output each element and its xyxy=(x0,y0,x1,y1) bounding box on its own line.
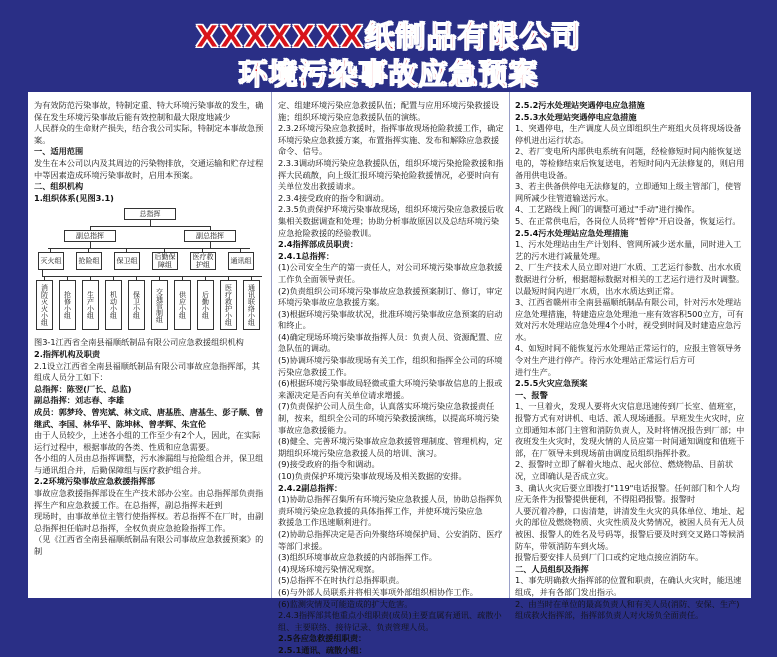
org-chart-node: 医疗救护组 xyxy=(190,252,216,270)
paragraph: 发生在本公司以内及其周边的污染物排放，交通运输和贮存过程中等因素造成环境污染事故时，启用本预案。 xyxy=(34,157,264,180)
org-chart-connector xyxy=(48,248,250,249)
paragraph: 2.3.3调动环境污染应急救援队伍，组织环境污染抢险救援和指挥大民疏散，向上级汇报环境污染抢险救援情况，必要时向有关单位发出救援请求。 xyxy=(278,157,504,192)
org-chart-node: 后勤小组 xyxy=(197,280,214,330)
paragraph: 定、组建环境污染应急救援队伍；配置与应用环境污染救援设施；组织环境污染应急救援队伍的演练。 xyxy=(278,100,500,122)
paragraph: 2.3.2环境污染应急救援时，指挥事故现场抢险救援工作，确定环境污染应急救援方案，布置指挥实施、发布和解除应急救援 xyxy=(278,123,504,145)
org-chart-node: 副总指挥 xyxy=(64,230,116,242)
paragraph: 2.4.3指挥部其他重点小组职责(成员)主要直属有通讯、疏散小组、主要联络、接待记录、负责管理人员。 xyxy=(278,610,502,632)
section-heading: 2.5.1通讯、疏散小组： xyxy=(278,644,367,655)
paragraph: 3、确认火灾后要立即拨打"119"电话报警。任何部门和个人均应无条件为报警提供便利，不得阻碍报警。报警时 xyxy=(515,482,740,505)
org-chart-connector xyxy=(90,226,210,227)
paragraph: 1、污水处理站由生产计划科、管网所减少送水量，同时进入工艺的污水进行减量处理。 xyxy=(515,239,742,261)
org-chart-node: 保卫组 xyxy=(114,252,140,270)
section-heading: 2.5.4污水处理站应急处理措施 xyxy=(515,227,629,238)
org-chart-node: 抢修小组 xyxy=(59,280,76,330)
org-chart-node: 灭火组 xyxy=(38,252,64,270)
paragraph: 事故应急救援指挥部设在生产技术部办公室。由总指挥部负责指挥生产和应急救援工作。在总指挥，副总指挥未赶到 xyxy=(34,488,264,510)
section-heading: 2.4指挥部成员职责： xyxy=(278,239,359,250)
org-chart-node: 副总指挥 xyxy=(184,230,236,242)
paragraph: 图3-1江西省全南县福顺纸制品有限公司应急救援组织机构 xyxy=(34,337,244,348)
paragraph: 1、事先明确救火指挥部的位置和职责，在确认火灾时，能迅速组成，并有各部门发出指示。 xyxy=(515,575,742,597)
paragraph: 各小组的人员由总指挥调整，污水渗漏组与抢险组合并，保卫组与通讯组合并，后勤保障组与医疗救护组合并。 xyxy=(34,453,264,475)
section-heading: 一、报警 xyxy=(515,389,548,400)
column-divider xyxy=(509,92,510,598)
paragraph: 由于人员较少，上述各小组的工作至少有2个人，因此，在实际运行过程中，根据事故的各类、性质和应急需要。 xyxy=(34,430,261,452)
column-3 xyxy=(515,100,745,621)
paragraph: (7)负责保护公司人员生命，认真落实环境污染应急救援责任制，按来，组织全公司的环境污染救援演练，以提高环境污染事故应急救援能力。 xyxy=(278,401,500,435)
company-title: XXXXXXX纸制品有限公司 xyxy=(195,20,582,55)
plan-title: 环境污染事故应急预案 xyxy=(238,57,539,91)
paragraph: (1)协助总指挥召集所有环境污染应急救援人员，协助总指挥负责环境污染应急救援的具体指挥工作，并使环境污染应急 xyxy=(278,494,503,516)
title-area xyxy=(0,0,777,92)
paragraph: （见《江西省全南县福顺纸制品有限公司事故应急救援预案》的制 xyxy=(34,534,264,557)
org-chart-node: 保卫小组 xyxy=(128,280,145,330)
section-heading: 2.5.3水处理站突遇停电应急措施 xyxy=(515,111,637,122)
org-chart-node: 通讯联络小组 xyxy=(243,280,260,330)
paragraph: (8)健全、完善环境污染事故应急救援管理制度、管理机构，定期组织环境污染应急救援人员的培训、演习。 xyxy=(278,436,503,458)
document-body xyxy=(28,92,751,655)
org-chart-connector xyxy=(42,276,262,277)
paragraph: 现场时，由事故单位主管行使指挥权。若总指挥不在厂时，由副总指挥担任临时总指挥，全权负责应急抢险指挥工作。 xyxy=(34,511,264,533)
section-heading: 成员：郭梦玲、曾宪斌、林文成、唐基胜、唐基生、彭子顺、曾继武、李国、林华平、陈坤林、曾孝辉、朱宜伦 xyxy=(34,406,264,429)
org-chart-node: 消防灭火小组 xyxy=(36,280,53,330)
org-chart-node: 总指挥 xyxy=(124,208,176,220)
org-chart-node: 生产小组 xyxy=(82,280,99,330)
org-chart-node: 抢险组 xyxy=(76,252,102,270)
paragraph: (6)根据环境污染事故局轻微或重大环境污染事故信息的上报或来源决定是否向有关单位请求增援。 xyxy=(278,378,503,400)
org-chart-node: 机动小组 xyxy=(105,280,122,330)
paragraph: 命令、信号。 xyxy=(278,146,328,157)
paragraph: 4、如短时间不能恢复污水处理站正常运行的，应报主管领导务令对生产进行停产。待污水处理站正常运行后方可 xyxy=(515,343,742,366)
paragraph: 人民群众的生命财产损失，结合我公司实际，特制定本事故急预案。 xyxy=(34,123,264,145)
paragraph: 3、江西省赣州市全南县福顺纸制品有限公司，针对污水处理站应急处理措施，特建造应急处理池一座有效容积500立方，可有效对污水处理站应急处理4个小时，视受到时间及时建造应急污水。 xyxy=(515,297,744,342)
paragraph: (4)确定现场环境污染事故指挥人员：负责人员、资源配置、应急队伍的调动。 xyxy=(278,331,503,354)
section-heading: 2.4.2副总指挥： xyxy=(278,482,343,493)
paragraph: (2)协助总指挥决定是否向外聚络环境保护局、公安消防、医疗等部门求援。 xyxy=(278,528,503,551)
section-heading: 副总指挥：刘志春、李雄 xyxy=(34,395,125,406)
paragraph: (9)接受政府的指令和调动。 xyxy=(278,459,380,470)
paragraph: 救援急工作迅速顺利进行。 xyxy=(278,517,377,528)
paragraph: 2、若厂变电所内部供电系统有问题，经检修短时间内能恢复送电的，等检修结束后恢复送电，若短时间内无法修复的，则启用备用供电设备。 xyxy=(515,146,745,180)
org-chart-node: 供应小组 xyxy=(174,280,191,330)
paragraph: 4、工艺路线上阀门的调整可通过"手动"进行操作。 xyxy=(515,204,700,215)
paragraph: 人要沉着冷静，口齿清楚，讲清发生火灾的具体单位、地址、起火的部位及燃烧物质、火灾性质及火势情况，被困人员有无人员被困、报警人的姓名及号码等，报警后要及时到交叉路口等候消防车，带领消防车到火场。 xyxy=(515,505,745,551)
paragraph: 1、突遇停电，生产调度人员立即组织生产班组火员将现场设备停机进出运行状态。 xyxy=(515,123,742,145)
paragraph: 进行生产。 xyxy=(515,366,556,377)
paragraph: (6)与外部人员联系并将相关事项外部组织相协作工作。 xyxy=(278,586,478,597)
section-heading: 总指挥：陈翌(厂长、总监) xyxy=(34,383,132,394)
column-1 xyxy=(34,100,266,598)
org-chart-node: 交通管制组 xyxy=(151,280,168,330)
paragraph: (5)协调环境污染事故现场有关工作，组织和指挥全公司的环境污染应急救援工作。 xyxy=(278,355,503,377)
paragraph: 2、厂生产技术人员立即对进厂水质、工艺运行参数、出水水质数据进行分析，根据超标数据对相关的工艺运行进行及时调整。以最短时间内进厂水质，出水水质达到正常。 xyxy=(515,262,745,296)
column-divider xyxy=(271,92,272,598)
section-heading: 二、人员组织及指挥 xyxy=(515,563,589,574)
paragraph: 2.1设立江西省全南县福顺纸制品有限公司事故应急指挥部，其组成人员分工如下： xyxy=(34,360,260,383)
org-chart-node: 通讯组 xyxy=(228,252,254,270)
paragraph: 5、在正常供电后，各岗位人员将"暂停"开启设备，恢复运行。 xyxy=(515,215,741,226)
section-heading: 2.2环境污染事故应急救援指挥部 xyxy=(34,476,155,487)
paragraph: (1)公司安全生产的第一责任人，对公司环境污染事故应急救援工作负全面领导责任。 xyxy=(278,262,503,284)
section-heading: 2.5.5火灾应急预案 xyxy=(515,378,588,389)
column-2 xyxy=(278,100,504,655)
paragraph: (3)根据环境污染事故状况，批准环境污染事故应急预案的启动和终止。 xyxy=(278,308,503,331)
paragraph: 1、一旦着火，发现人要将火灾信息迅速传到厂长室、值班室，报警方式有对讲机、电话、派人现场通报。早班发生火灾时，应立即通知本部门主管和消防负责人，及时将情况报告到厂部；中夜班发生火灾时，发现火情的人员应第一时间通知调度和值班干部，在厂领导未到现场前由调度员组织指挥扑救。 xyxy=(515,401,745,458)
paragraph: 3、若主供备供停电无法修复的，立即通知上级主管部门，使管网所减少往管道输送污水。 xyxy=(515,181,742,203)
section-heading: 1.组织体系(见图3.1) xyxy=(34,192,114,203)
paragraph: 应急抢险救援的经验教训。 xyxy=(278,227,377,238)
section-heading: 二、组织机构 xyxy=(34,181,84,192)
section-heading: 2.5.2污水处理站突遇停电应急措施 xyxy=(515,100,645,110)
section-heading: 2.5各应急救援组职责： xyxy=(278,633,367,644)
section-heading: 一、适用范围 xyxy=(34,146,84,157)
paragraph: (2)负责组织公司环境污染事故应急救援预案制订、修订，审定环境污染事故应急救援方案。 xyxy=(278,285,503,308)
section-heading: 2.指挥机构及职责 xyxy=(34,348,101,359)
org-chart-node: 后勤保障组 xyxy=(152,252,178,270)
paragraph: 2.3.5负责保护环境污染事故现场，组织环境污染应急救援后收集相关数据调查和处理；协助分析事故原因以及总结环境污染 xyxy=(278,204,504,226)
paragraph: 报警后要安排人员到厂门口或约定地点接应消防车。 xyxy=(515,552,704,563)
paragraph: (5)总指挥不在时执行总指挥职责。 xyxy=(278,575,405,586)
section-heading: 2.4.1总指挥： xyxy=(278,250,335,261)
paragraph: (4)现场环境污染情况观察。 xyxy=(278,563,380,574)
paragraph: 2.3.4接受政府的指令和调动。 xyxy=(278,192,389,203)
org-chart xyxy=(34,206,266,334)
paragraph: 为有效防范污染事故，特制定重、特大环境污染事故的发生，确保在发生环境污染事故后能有效控制和最大限度地减少 xyxy=(34,100,264,122)
paragraph: 2、由当时在单位的最高负责人和有关人员(消防、安保、生产)组成救火指挥部，指挥部负责人对火场负全面责任。 xyxy=(515,598,740,621)
paragraph: (3)组织环境事故应急救援的内部指挥工作。 xyxy=(278,552,437,563)
org-chart-node: 医疗救护小组 xyxy=(220,280,237,330)
paragraph: (10)负责保护环境污染事故现场及相关数据的安排。 xyxy=(278,471,467,481)
paragraph: 2、报警时立即了解着火地点、起火部位、燃烧物品、目前状况，立即确认是否成立灾。 xyxy=(515,459,734,481)
paragraph: (6)监测灾情及可能造成的扩大危害。 xyxy=(278,598,413,609)
